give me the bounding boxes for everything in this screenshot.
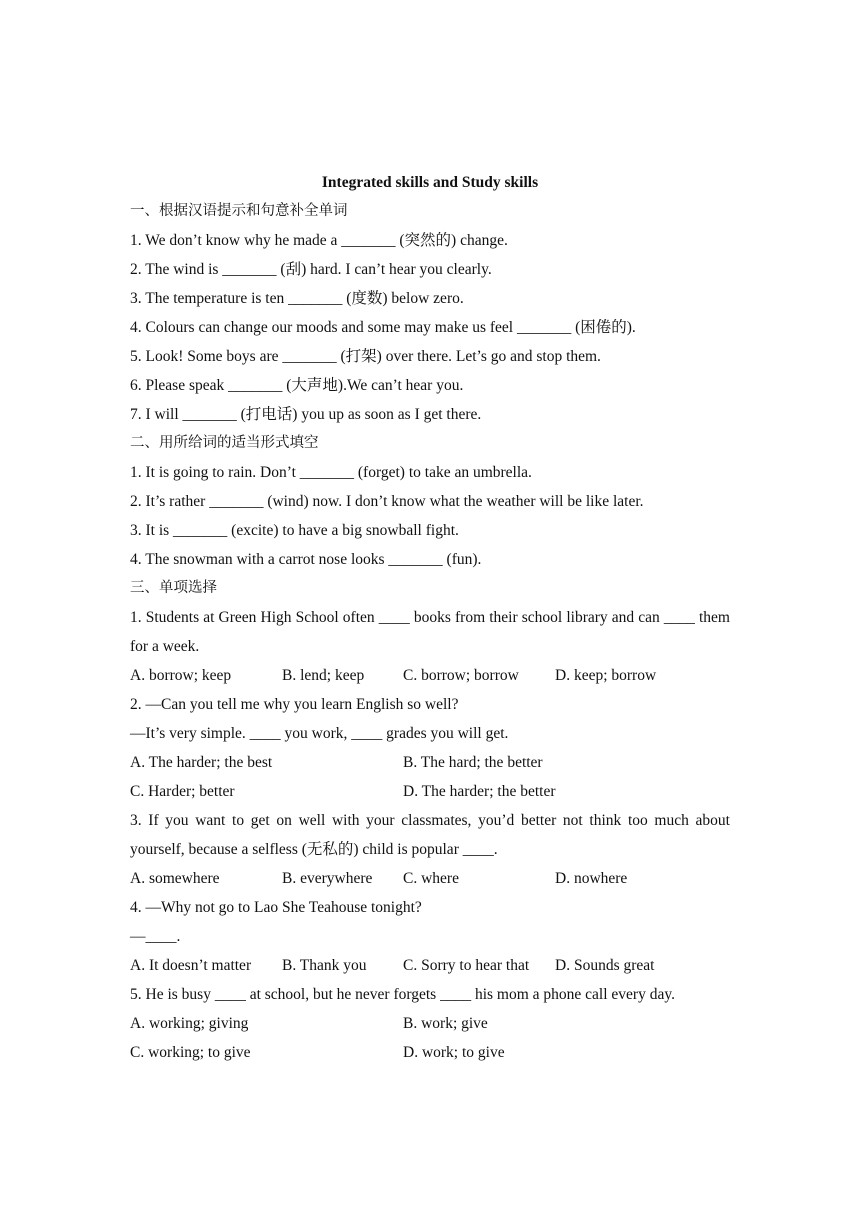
list-item: 5. Look! Some boys are _______ (打架) over there. Let’s go and stop them. — [130, 348, 601, 365]
option-a: A. somewhere — [130, 870, 220, 887]
option-b: B. lend; keep — [282, 667, 365, 684]
option-b: B. Thank you — [282, 957, 367, 974]
option-a: A. borrow; keep — [130, 667, 232, 684]
option-d: D. keep; borrow — [555, 667, 657, 684]
question-1-options — [130, 661, 730, 690]
question-1-stem: 1. Students at Green High School often ____ books from their school library and can ____ them for a week. — [130, 609, 730, 655]
list-item: 6. Please speak _______ (大声地).We can’t hear you. — [130, 377, 464, 394]
question-4-stem-reply: —____. — [130, 928, 181, 945]
option-a: A. It doesn’t matter — [130, 957, 252, 974]
option-d: D. Sounds great — [555, 957, 655, 974]
list-item: 3. The temperature is ten _______ (度数) below zero. — [130, 290, 464, 307]
option-a: A. working; giving — [130, 1015, 249, 1032]
list-item: 2. It’s rather _______ (wind) now. I don’t know what the weather will be like later. — [130, 493, 644, 510]
list-item: 3. It is _______ (excite) to have a big snowball fight. — [130, 522, 459, 539]
question-5-options-row-1 — [130, 1009, 730, 1038]
page-title: Integrated skills and Study skills — [321, 174, 539, 191]
worksheet — [130, 168, 730, 1067]
list-item: 4. The snowman with a carrot nose looks _______ (fun). — [130, 551, 482, 568]
list-item: 4. Colours can change our moods and some may make us feel _______ (困倦的). — [130, 319, 636, 336]
question-5-options-row-2 — [130, 1038, 730, 1067]
option-c: C. Sorry to hear that — [403, 957, 530, 974]
option-a: A. The harder; the best — [130, 754, 273, 771]
list-item: 7. I will _______ (打电话) you up as soon as I get there. — [130, 406, 482, 423]
option-d: D. work; to give — [403, 1044, 505, 1061]
list-item: 2. The wind is _______ (刮) hard. I can’t hear you clearly. — [130, 261, 492, 278]
section-heading-3: 三、单项选择 — [130, 580, 217, 596]
list-item: 1. It is going to rain. Don’t _______ (forget) to take an umbrella. — [130, 464, 532, 481]
option-d: D. The harder; the better — [403, 783, 556, 800]
list-item: 1. We don’t know why he made a _______ (突然的) change. — [130, 232, 508, 249]
question-2-options-row-2 — [130, 777, 730, 806]
option-c: C. borrow; borrow — [403, 667, 519, 684]
option-c: C. Harder; better — [130, 783, 235, 800]
option-c: C. working; to give — [130, 1044, 251, 1061]
option-b: B. everywhere — [282, 870, 373, 887]
section-heading-1: 一、根据汉语提示和句意补全单词 — [130, 203, 348, 219]
option-b: B. work; give — [403, 1015, 488, 1032]
option-b: B. The hard; the better — [403, 754, 543, 771]
question-4-options — [130, 951, 730, 980]
section-heading-2: 二、用所给词的适当形式填空 — [130, 435, 319, 451]
question-3-options — [130, 864, 730, 893]
question-2-stem-reply: —It’s very simple. ____ you work, ____ grades you will get. — [130, 725, 509, 742]
question-2-options-row-1 — [130, 748, 730, 777]
option-d: D. nowhere — [555, 870, 628, 887]
question-3-stem: 3. If you want to get on well with your classmates, you’d better not think too much about yourself, because a selfless (无私的) child is popular ____. — [130, 812, 730, 858]
option-c: C. where — [403, 870, 459, 887]
question-2-stem: 2. —Can you tell me why you learn English so well? — [130, 696, 459, 713]
question-4-stem: 4. —Why not go to Lao She Teahouse tonight? — [130, 899, 422, 916]
question-5-stem: 5. He is busy ____ at school, but he never forgets ____ his mom a phone call every day. — [130, 986, 675, 1003]
